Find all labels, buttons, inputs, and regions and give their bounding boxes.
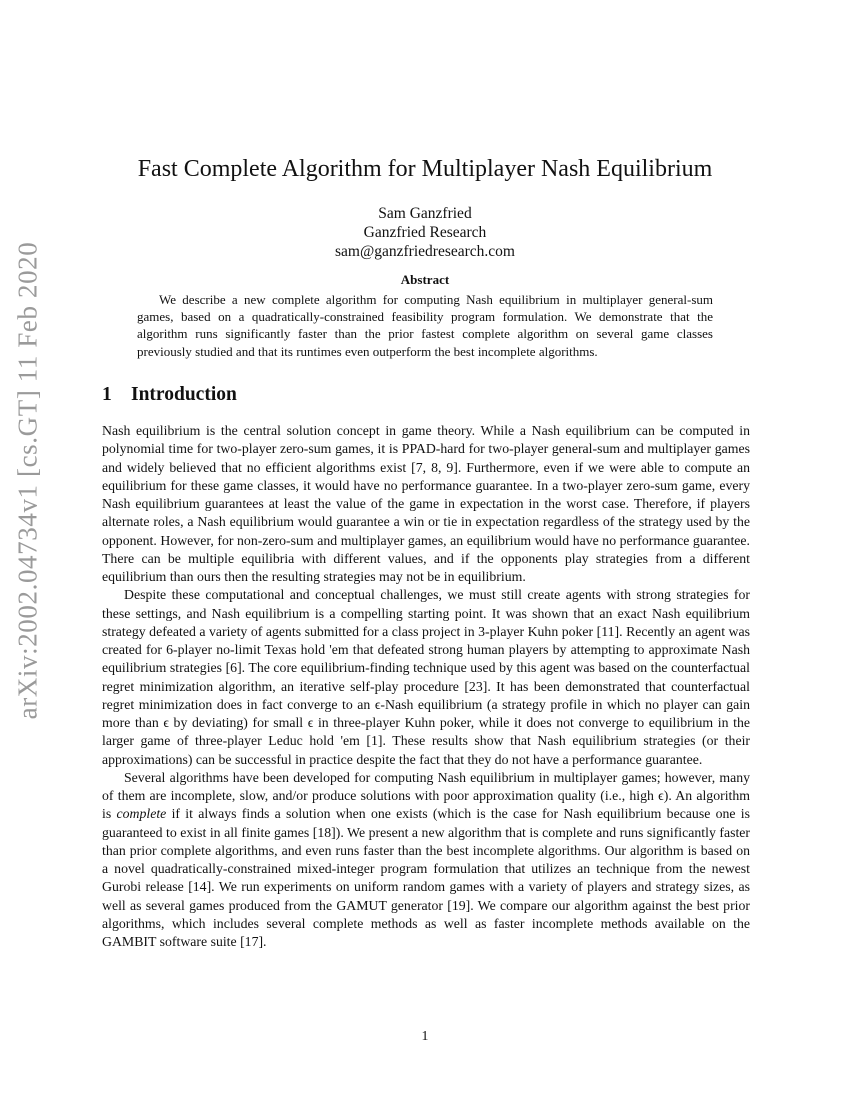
section-title: Introduction	[131, 384, 237, 405]
emphasis-term: complete	[116, 806, 167, 822]
arxiv-identifier-text: arXiv:2002.04734v1 [cs.GT] 11 Feb 2020	[12, 241, 43, 719]
arxiv-identifier-stamp	[10, 241, 46, 719]
paragraph-text: if it always finds a solution when one exists (which is the case for Nash equilibrium because one is guaranteed to exist in all finite games [18]). We present a new algorithm that is complete and runs significantly faster than prior complete algorithms, and even runs faster than the best incomplete algorithms. Our algorithm is based on a novel quadratically-constrained mixed-integer program formulation that utilizes an technique from the newest Gurobi release [14]. We run experiments on uniform random games with a variety of players and strategy sizes, as well as several games produced from the GAMUT generator [19]. We compare our algorithm against the best prior algorithms, which includes several complete methods as well as faster incomplete methods available on the GAMBIT software suite [17].	[102, 806, 750, 949]
paragraph	[102, 769, 750, 952]
section-heading	[102, 383, 237, 407]
paper-title: Fast Complete Algorithm for Multiplayer Nash Equilibrium	[137, 156, 713, 182]
section-body	[102, 422, 750, 951]
page-number: 1	[421, 1028, 429, 1043]
paragraph-text: Several algorithms have been developed for computing Nash equilibrium in multiplayer games; however, many of them are incomplete, slow, and/or produce solutions with poor approximation quality (i.e., high ϵ). An algorithm is	[102, 769, 750, 822]
abstract-text: We describe a new complete algorithm for computing Nash equilibrium in multiplayer general-sum games, based on a quadratically-constrained feasibility program formulation. We demonstrate that the algorithm runs significantly faster than the prior fastest complete algorithm on several game classes previously studied and that its runtimes even outperform the best incomplete algorithms.	[137, 292, 713, 359]
author-affiliation: Ganzfried Research	[363, 224, 487, 241]
author-block	[0, 204, 850, 261]
paragraph: Nash equilibrium is the central solution concept in game theory. While a Nash equilibrium can be computed in polynomial time for two-player zero-sum games, it is PPAD-hard for two-player general-sum and multiplayer games and widely believed that no efficient algorithms exist [7, 8, 9]. Furthermore, even if we were able to compute an equilibrium for these game classes, it would have no performance guarantee. In a two-player zero-sum game, every Nash equilibrium guarantees at least the value of the game in expectation in the worst case. Therefore, if players alternate roles, a Nash equilibrium would guarantee a win or tie in expectation regardless of the strategy used by the opponent. However, for non-zero-sum and multiplayer games, an equilibrium would have no performance guarantee. There can be multiple equilibria with different values, and if the opponents play strategies from a different equilibrium than ours then the resulting strategies may not be in equilibrium.	[102, 423, 750, 584]
author-name: Sam Ganzfried	[378, 205, 472, 222]
author-email: sam@ganzfriedresearch.com	[335, 243, 515, 260]
section-number: 1	[102, 384, 112, 405]
paragraph: Despite these computational and conceptual challenges, we must still create agents with strong strategies for these settings, and Nash equilibrium is a compelling starting point. It was shown that an exact Nash equilibrium strategy defeated a variety of agents submitted for a class project in 3-player Kuhn poker [11]. Recently an agent was created for 6-player no-limit Texas hold 'em that defeated strong human players by attempting to approximate Nash equilibrium strategies [6]. The core equilibrium-finding technique used by this agent was based on the counterfactual regret minimization algorithm, an iterative self-play procedure [23]. It has been demonstrated that counterfactual regret minimization does in fact converge to an ϵ-Nash equilibrium (a strategy profile in which no player can gain more than ϵ by deviating) for small ϵ in three-player Kuhn poker, while it does not converge to equilibrium in the larger game of three-player Leduc hold 'em [1]. These results show that Nash equilibrium strategies (or their approximations) can be successful in practice despite the fact that they do not have a performance guarantee.	[102, 587, 750, 767]
abstract-heading: Abstract	[400, 272, 450, 287]
